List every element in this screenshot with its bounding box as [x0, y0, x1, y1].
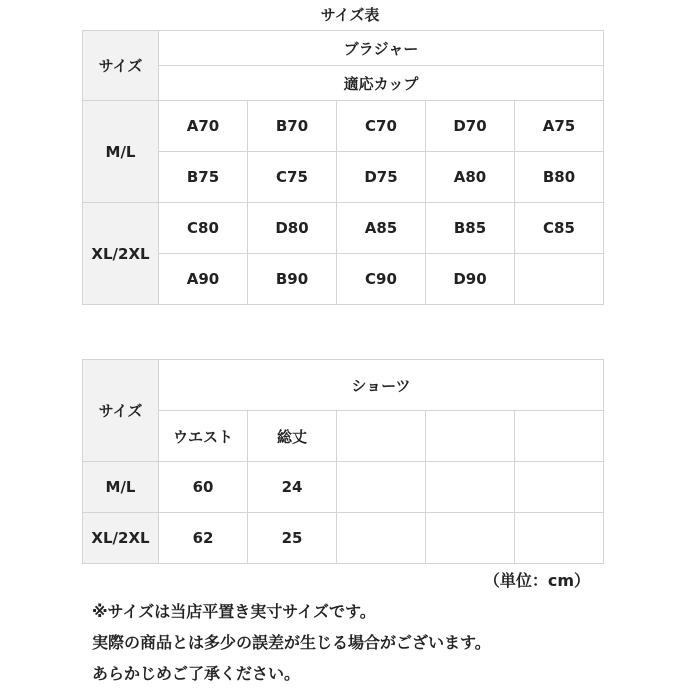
cup-cell: B90 [248, 254, 337, 305]
cup-cell: C70 [337, 101, 426, 152]
shorts-cell [426, 462, 515, 513]
cup-cell: D80 [248, 203, 337, 254]
notes-block [92, 596, 692, 689]
shorts-category-header: ショーツ [159, 360, 604, 411]
note-line: 実際の商品とは多少の誤差が生じる場合がございます。 [92, 633, 491, 652]
cup-cell: A85 [337, 203, 426, 254]
cup-cell: B70 [248, 101, 337, 152]
cup-cell: A70 [159, 101, 248, 152]
shorts-column-header: 総丈 [248, 411, 337, 462]
bra-category-header: ブラジャー [159, 31, 604, 66]
cup-cell: D70 [426, 101, 515, 152]
bra-size-table [82, 30, 604, 305]
cup-cell: D90 [426, 254, 515, 305]
shorts-column-header: ウエスト [159, 411, 248, 462]
bra-size-header: サイズ [83, 31, 159, 101]
cup-cell: C80 [159, 203, 248, 254]
shorts-size-label: XL/2XL [83, 513, 159, 564]
shorts-cell [337, 462, 426, 513]
cup-cell: D75 [337, 152, 426, 203]
bra-cup-header: 適応カップ [159, 66, 604, 101]
shorts-column-header [337, 411, 426, 462]
shorts-cell [337, 513, 426, 564]
shorts-cell: 60 [159, 462, 248, 513]
note-line: あらかじめご了承ください。 [92, 664, 301, 683]
note-line: ※サイズは当店平置き実寸サイズです。 [92, 602, 376, 621]
cup-cell: B80 [515, 152, 604, 203]
shorts-cell [515, 462, 604, 513]
unit-note: （単位：cm） [483, 571, 590, 590]
cup-cell: C90 [337, 254, 426, 305]
shorts-size-header: サイズ [83, 360, 159, 462]
shorts-cell: 24 [248, 462, 337, 513]
cup-cell: C85 [515, 203, 604, 254]
cup-cell: A80 [426, 152, 515, 203]
bra-size-label: M/L [83, 101, 159, 203]
cup-cell: A90 [159, 254, 248, 305]
shorts-cell: 62 [159, 513, 248, 564]
shorts-cell [426, 513, 515, 564]
page-title: サイズ表 [320, 6, 380, 24]
shorts-column-header [426, 411, 515, 462]
shorts-column-header [515, 411, 604, 462]
bra-size-label: XL/2XL [83, 203, 159, 305]
cup-cell: B75 [159, 152, 248, 203]
shorts-cell: 25 [248, 513, 337, 564]
cup-cell: C75 [248, 152, 337, 203]
shorts-cell [515, 513, 604, 564]
cup-cell: B85 [426, 203, 515, 254]
shorts-size-table [82, 359, 604, 564]
shorts-size-label: M/L [83, 462, 159, 513]
cup-cell: A75 [515, 101, 604, 152]
cup-cell [515, 254, 604, 305]
